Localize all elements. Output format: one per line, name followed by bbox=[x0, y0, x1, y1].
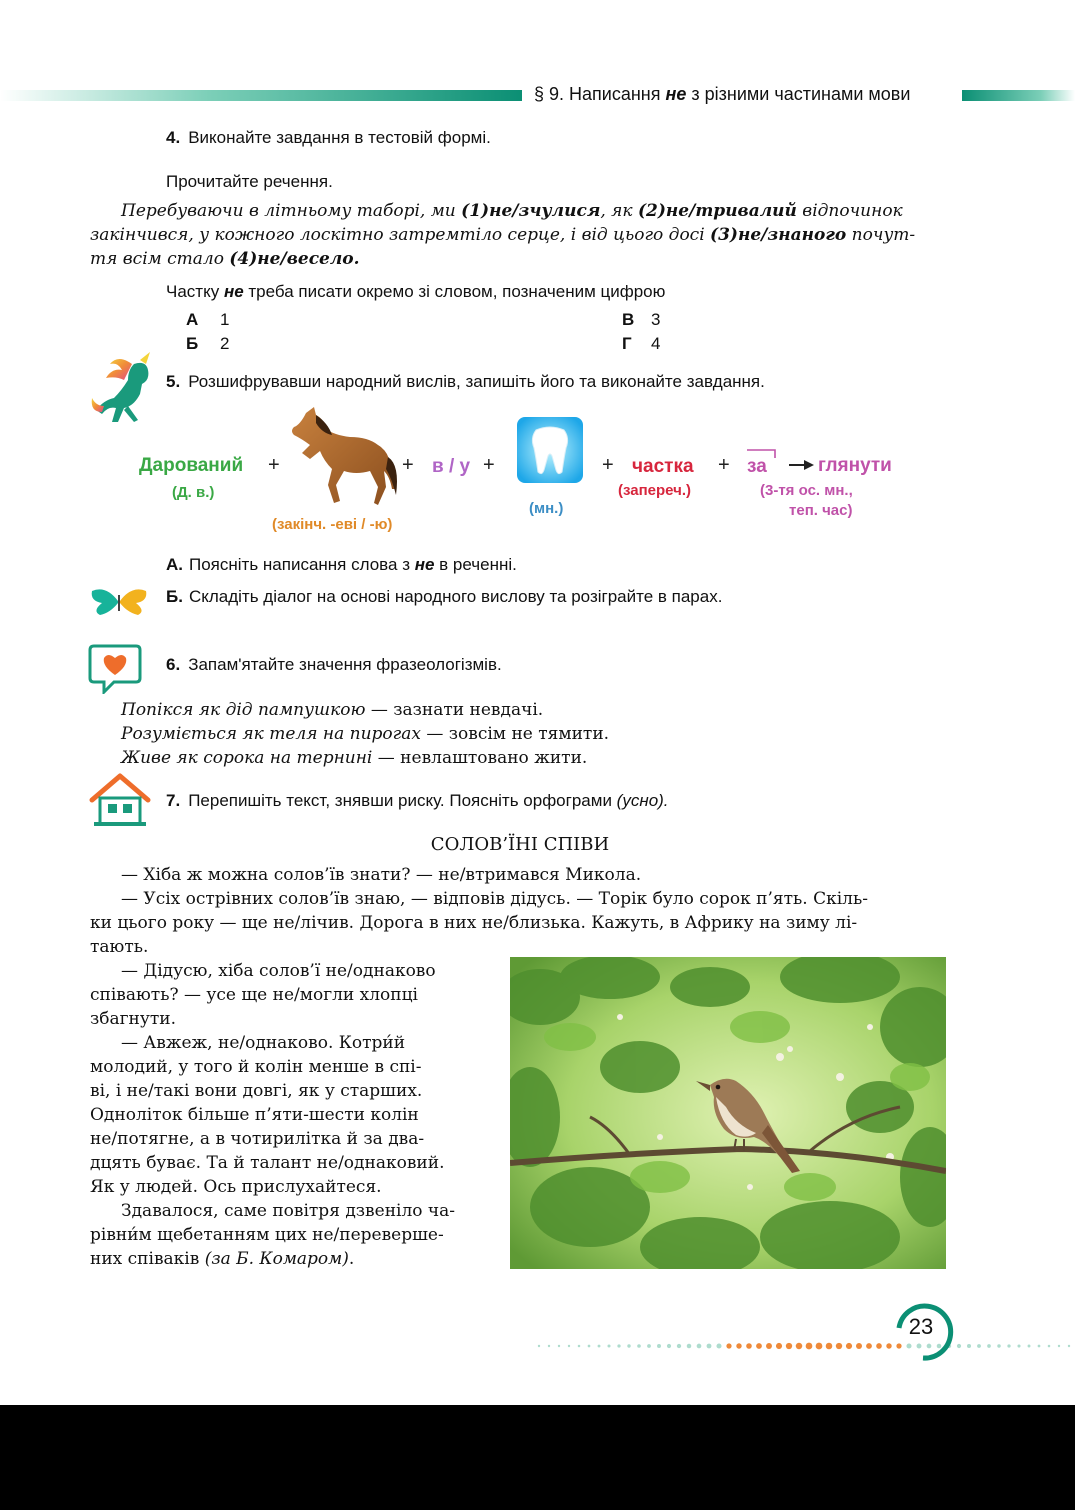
rebus-plus-5: + bbox=[718, 454, 730, 476]
story-line-4: тають. bbox=[90, 937, 149, 957]
col-line-8: не/потягне, а в чотирилітка й за два- bbox=[90, 1129, 425, 1149]
footer-dot bbox=[657, 1344, 661, 1348]
task-7-heading: 7. Перепишіть текст, знявши риску. Поясніть орфограми (усно). bbox=[166, 791, 669, 810]
footer-dot bbox=[687, 1344, 692, 1349]
rebus-note-ending: (закінч. -еві / -ю) bbox=[272, 516, 393, 533]
page-number: 23 bbox=[908, 1314, 934, 1339]
footer-dot bbox=[967, 1344, 971, 1348]
footer-dot bbox=[776, 1343, 782, 1349]
footer-dot bbox=[598, 1345, 601, 1348]
footer-dot bbox=[548, 1345, 550, 1347]
sentence-line-2: закінчився, у кожного лоскітно затремтіло серце, і від цього досі (3)не/знаного почут- bbox=[90, 225, 916, 245]
story-line-2: — Усіх острівних солов’їв знаю, — відповів дідусь. — Торік було сорок п’ять. Скіль- bbox=[121, 889, 868, 909]
footer-dot bbox=[756, 1343, 762, 1349]
nightingale-photo bbox=[510, 957, 946, 1269]
sentence-line-3: тя всім стало (4)не/весело. bbox=[90, 249, 360, 269]
col-line-7: Одноліток більше п’яти-шести колін bbox=[90, 1105, 419, 1125]
footer-dot bbox=[816, 1343, 823, 1350]
idiom-2: Розуміється як теля на пирогах — зовсім не тямити. bbox=[121, 724, 610, 744]
footer-dot bbox=[746, 1343, 752, 1349]
footer-dot bbox=[826, 1343, 833, 1350]
header-bar-right bbox=[962, 90, 1075, 101]
rebus-particle: частка bbox=[632, 456, 694, 477]
footer-dot bbox=[617, 1344, 620, 1347]
col-line-6: ві, і не/такі вони довгі, як у старших. bbox=[90, 1081, 423, 1101]
task-6-heading: 6. Запам'ятайте значення фразеологізмів. bbox=[166, 655, 502, 674]
footer-dot bbox=[697, 1344, 702, 1349]
rebus-note-tense: теп. час) bbox=[789, 502, 853, 519]
task-5-subtask-b: Б. Складіть діалог на основі народного вислову та розіграйте в парах. bbox=[166, 587, 723, 606]
rebus-word-daruvanyi: Дарований bbox=[139, 455, 244, 476]
butterfly-icon bbox=[88, 585, 150, 617]
footer-dot bbox=[667, 1344, 671, 1348]
task-4-heading: 4. Виконайте завдання в тестовій формі. bbox=[166, 128, 491, 147]
story-title: СОЛОВ’ЇНІ СПІВИ bbox=[430, 834, 610, 855]
col-line-12: рівни́м щебетанням цих не/переверше- bbox=[90, 1225, 444, 1245]
col-line-11: Здавалося, саме повітря дзвеніло ча- bbox=[121, 1201, 456, 1221]
read-prompt: Прочитайте речення. bbox=[166, 172, 333, 191]
rebus-plus-4: + bbox=[602, 454, 614, 476]
footer-dot bbox=[1028, 1345, 1031, 1348]
rebus-preposition: в / у bbox=[432, 456, 471, 477]
rebus-note-negative: (запереч.) bbox=[618, 482, 692, 499]
footer-dot bbox=[836, 1343, 842, 1349]
rebus-prefix: за bbox=[747, 456, 767, 477]
footer-dot bbox=[806, 1343, 813, 1350]
option-a[interactable]: А 1 bbox=[186, 310, 230, 329]
col-line-1: — Дідусю, хіба солов’ї не/однаково bbox=[121, 961, 436, 981]
col-line-13: них співаків (за Б. Комаром). bbox=[90, 1249, 355, 1269]
task-5-heading: 5. Розшифрувавши народний вислів, запишіть його та виконайте завдання. bbox=[166, 372, 765, 391]
rebus-note-person: (3-тя ос. мн., bbox=[760, 482, 853, 499]
footer-dot bbox=[558, 1345, 560, 1347]
rebus-verb: глянути bbox=[818, 455, 892, 476]
heart-speech-bubble-icon bbox=[88, 644, 142, 694]
footer-dot bbox=[1068, 1345, 1070, 1347]
footer-dot bbox=[977, 1344, 981, 1348]
footer-dot bbox=[707, 1344, 712, 1349]
task-5-subtask-a: А. Поясніть написання слова з не в реченні. bbox=[166, 555, 517, 574]
footer-dot bbox=[716, 1343, 721, 1348]
footer-dot bbox=[637, 1344, 641, 1348]
rebus-note-case: (Д. в.) bbox=[172, 484, 215, 501]
footer-dot bbox=[726, 1343, 731, 1348]
footer-dot bbox=[766, 1343, 772, 1349]
footer-dots bbox=[535, 1340, 1075, 1352]
section-title: § 9. Написання не з різними частинами мови bbox=[534, 84, 911, 104]
rebus-plus-2: + bbox=[402, 454, 414, 476]
horse-icon bbox=[288, 405, 400, 511]
test-question: Частку не треба писати окремо зі словом, позначеним цифрою bbox=[166, 282, 666, 301]
footer-dot bbox=[578, 1345, 581, 1348]
rebus-plus-3: + bbox=[483, 454, 495, 476]
footer-dot bbox=[957, 1344, 961, 1348]
story-line-1: — Хіба ж можна солов’їв знати? — не/втримався Микола. bbox=[121, 865, 642, 885]
rebus-note-plural: (мн.) bbox=[529, 500, 564, 517]
footer-dot bbox=[1048, 1345, 1051, 1348]
footer-dot bbox=[677, 1344, 681, 1348]
footer-dot bbox=[627, 1344, 630, 1347]
arrow-right-icon bbox=[788, 459, 816, 471]
col-line-2: співають? — усе ще не/могли хлопці bbox=[90, 985, 418, 1005]
footer-dot bbox=[856, 1343, 862, 1349]
footer-dot bbox=[786, 1343, 792, 1349]
option-c[interactable]: В 3 bbox=[622, 310, 661, 329]
col-line-9: дцять буває. Та й талант не/однаковий. bbox=[90, 1153, 445, 1173]
footer-dot bbox=[1038, 1345, 1041, 1348]
story-line-3: ки цього року — ще не/лічив. Дорога в них не/близька. Кажуть, в Африку на зиму лі- bbox=[90, 913, 858, 933]
footer-dot bbox=[997, 1344, 1000, 1347]
tooth-icon bbox=[516, 416, 584, 484]
idiom-1: Попікся як дід пампушкою — зазнати невдачі. bbox=[121, 700, 544, 720]
footer-dot bbox=[588, 1345, 591, 1348]
sentence-line-1: Перебуваючи в літньому таборі, ми (1)не/зчулися, як (2)не/тривалий відпочинок bbox=[121, 201, 903, 221]
footer-dot bbox=[1058, 1345, 1060, 1347]
footer-dot bbox=[796, 1343, 803, 1350]
option-b[interactable]: Б 2 bbox=[186, 334, 230, 353]
footer-dot bbox=[846, 1343, 852, 1349]
footer-dot bbox=[736, 1343, 741, 1348]
col-line-10: Як у людей. Ось прислухайтеся. bbox=[90, 1177, 382, 1197]
col-line-5: молодий, у того й колін менше в спі- bbox=[90, 1057, 422, 1077]
option-d[interactable]: Г 4 bbox=[622, 334, 661, 353]
footer-dot bbox=[1007, 1344, 1010, 1347]
col-line-3: збагнути. bbox=[90, 1009, 177, 1029]
footer-dot bbox=[538, 1345, 540, 1347]
footer-dot bbox=[607, 1344, 610, 1347]
header-bar-left bbox=[0, 90, 522, 101]
footer-dot bbox=[876, 1343, 882, 1349]
footer-dot bbox=[1017, 1344, 1020, 1347]
footer-dot bbox=[647, 1344, 651, 1348]
col-line-4: — Авжеж, не/однаково. Котри́й bbox=[121, 1033, 406, 1053]
footer-dot bbox=[568, 1345, 570, 1347]
rebus-plus: + bbox=[268, 454, 280, 476]
unicorn-icon bbox=[88, 350, 160, 430]
house-icon bbox=[88, 772, 152, 828]
footer-dot bbox=[987, 1344, 991, 1348]
idiom-3: Живе як сорока на тернині — невлаштовано жити. bbox=[121, 748, 588, 768]
footer-dot bbox=[866, 1343, 872, 1349]
